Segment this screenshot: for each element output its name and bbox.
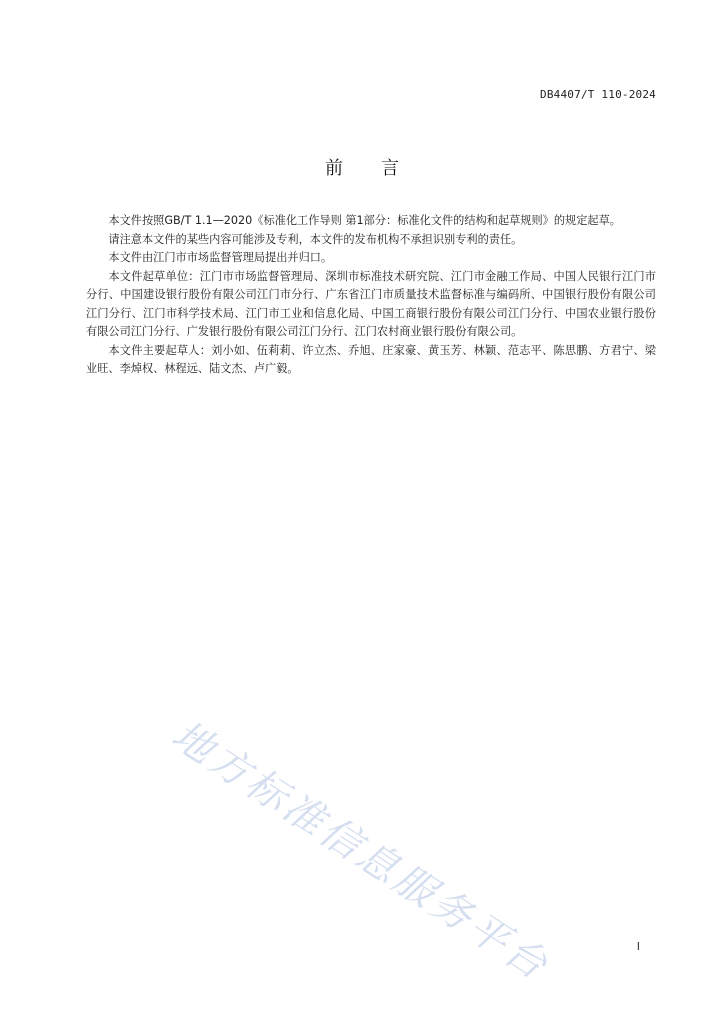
paragraph-proposer: 本文件由江门市市场监督管理局提出并归口。: [108, 251, 333, 264]
page-title: 前言: [325, 158, 437, 179]
page-number: I: [636, 940, 640, 953]
paragraph-patent-notice: 请注意本文件的某些内容可能涉及专利，本文件的发布机构不承担识别专利的责任。: [108, 232, 523, 246]
paragraph-standard-reference: 本文件按照GB/T 1.1—2020《标准化工作导则 第1部分：标准化文件的结构和起草规则》的规定起草。: [108, 214, 621, 227]
paragraph-drafters: 本文件主要起草人：刘小如、伍莉莉、许立杰、乔旭、庄家豪、黄玉芳、林颖、范志平、陈思鹏、方君宁、梁业旺、李焯权、林程远、陆文杰、卢广毅。: [86, 343, 656, 375]
paragraph-drafting-units: 本文件起草单位：江门市市场监督管理局、深圳市标准技术研究院、江门市金融工作局、中国人民银行江门市分行、中国建设银行股份有限公司江门市分行、广东省江门市质量技术监督标准与编码所、中国银行股份有限公司江门分行、江门市科学技术局、江门市工业和信息化局、中国工商银行股份有限公司江门分行、中国农业银行股份有限公司江门分行、广发银行股份有限公司江门分行、江门农村商业银行股份有限公司。: [86, 269, 656, 338]
document-code: DB4407/T 110-2024: [540, 88, 656, 101]
watermark: 地方标准信息服务平台: [163, 712, 558, 991]
foreword-body: [86, 212, 656, 379]
